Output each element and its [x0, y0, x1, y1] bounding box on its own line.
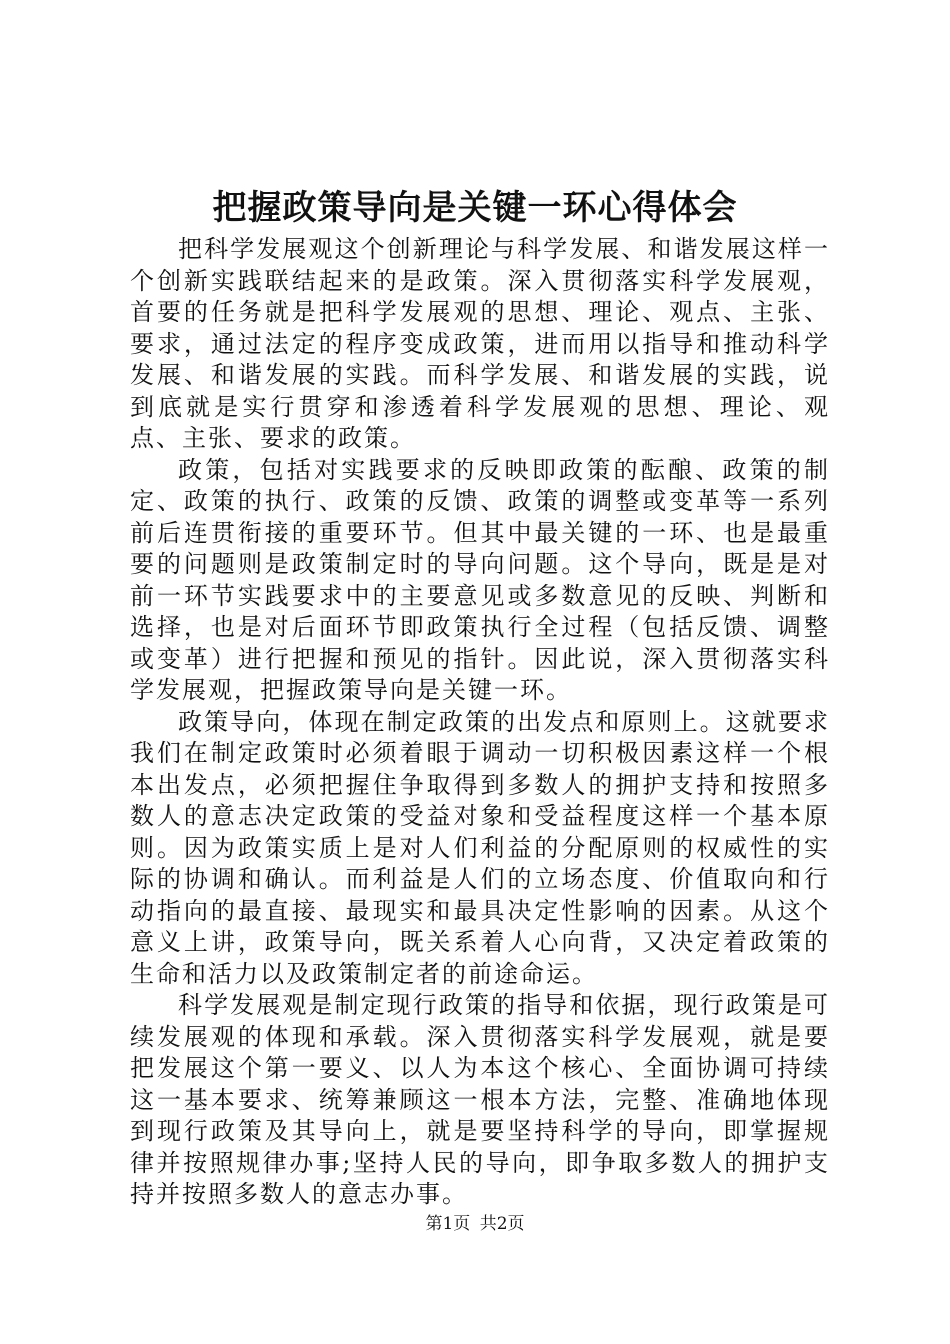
paragraph-2: 政策，包括对实践要求的反映即政策的酝酿、政策的制定、政策的执行、政策的反馈、政策的调整或变革等一系列前后连贯衔接的重要环节。但其中最关键的一环、也是最重要的问题则是政策制定时的导向问题。这个导向，既是是对前一环节实践要求中的主要意见或多数意见的反映、判断和选择，也是对后面环节即政策执行全过程（包括反馈、调整或变革）进行把握和预见的指针。因此说，深入贯彻落实科学发展观，把握政策导向是关键一环。 [130, 455, 830, 704]
paragraph-4: 科学发展观是制定现行政策的指导和依据，现行政策是可续发展观的体现和承载。深入贯彻落实科学发展观，就是要把发展这个第一要义、以人为本这个核心、全面协调可持续这一基本要求、统筹兼顾这一根本方法，完整、准确地体现到现行政策及其导向上，就是要坚持科学的导向，即掌握规律并按照规律办事;坚持人民的导向，即争取多数人的拥护支持并按照多数人的意志办事。 [130, 991, 830, 1208]
page-number: 第1页 [425, 1214, 471, 1234]
page-total: 共2页 [479, 1214, 525, 1234]
paragraph-3: 政策导向，体现在制定政策的出发点和原则上。这就要求我们在制定政策时必须着眼于调动一切积极因素这样一个根本出发点，必须把握住争取得到多数人的拥护支持和按照多数人的意志决定政策的受益对象和受益程度这样一个基本原则。因为政策实质上是对人们利益的分配原则的权威性的实际的协调和确认。而利益是人们的立场态度、价值取向和行动指向的最直接、最现实和最具决定性影响的因素。从这个意义上讲，政策导向，既关系着人心向背，又决定着政策的生命和活力以及政策制定者的前途命运。 [130, 707, 830, 988]
page-footer [0, 1212, 950, 1236]
document-body [130, 234, 830, 1211]
paragraph-1: 把科学发展观这个创新理论与科学发展、和谐发展这样一个创新实践联结起来的是政策。深入贯彻落实科学发展观，首要的任务就是把科学发展观的思想、理论、观点、主张、要求，通过法定的程序变成政策，进而用以指导和推动科学发展、和谐发展的实践。而科学发展、和谐发展的实践，说到底就是实行贯穿和渗透着科学发展观的思想、理论、观点、主张、要求的政策。 [130, 235, 830, 452]
document-title: 把握政策导向是关键一环心得体会 [212, 188, 738, 228]
